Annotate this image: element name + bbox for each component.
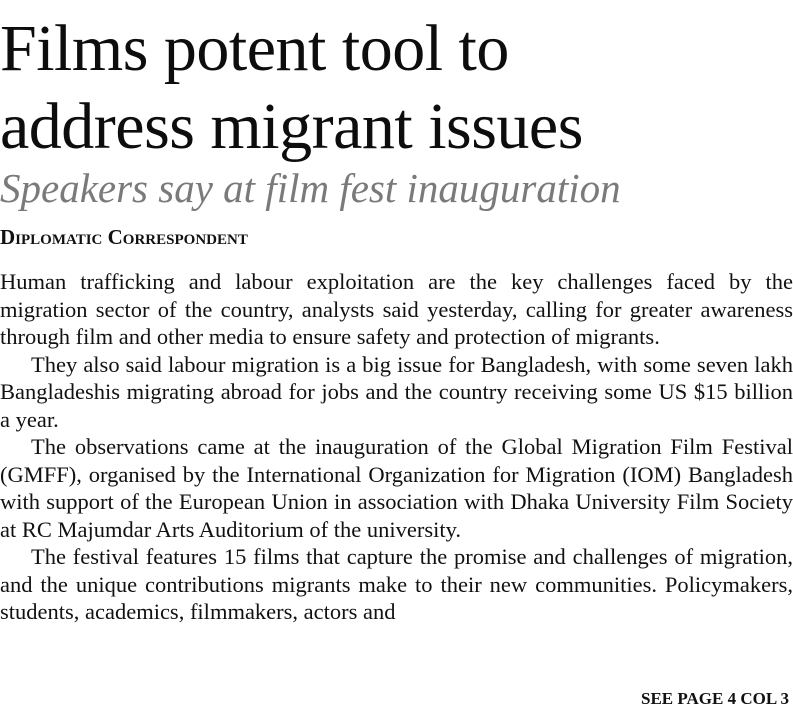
headline <box>0 10 793 166</box>
body-paragraph-3: The observations came at the inauguration of the Global Migration Film Festival (GMFF), organised by the International Organization for Migration (IOM) Bangladesh with support of the European Union in association with Dhaka University Film Society at RC Majumdar Arts Auditorium of the university. <box>0 434 793 542</box>
headline-line-1: Films potent tool to <box>0 12 509 85</box>
subheadline: Speakers say at film fest inauguration <box>0 165 621 211</box>
headline-line-2: address migrant issues <box>0 90 583 163</box>
body-paragraph-2: They also said labour migration is a big issue for Bangladesh, with some seven lakh Bangladeshis migrating abroad for jobs and the country receiving some US $15 billion a year. <box>0 351 793 432</box>
article-body <box>0 268 793 626</box>
byline: Diplomatic Correspondent <box>0 225 248 249</box>
body-paragraph-1: Human trafficking and labour exploitation are the key challenges faced by the migration sector of the country, analysts said yesterday, calling for greater awareness through film and other media to ensure safety and protection of migrants. <box>0 269 793 349</box>
body-paragraph-4: The festival features 15 films that capture the promise and challenges of migration, and the unique contributions migrants make to their new communities. Policymakers, students, academics, filmmakers, actors and <box>0 544 793 624</box>
continuation-jump-line: SEE PAGE 4 COL 3 <box>641 689 789 708</box>
